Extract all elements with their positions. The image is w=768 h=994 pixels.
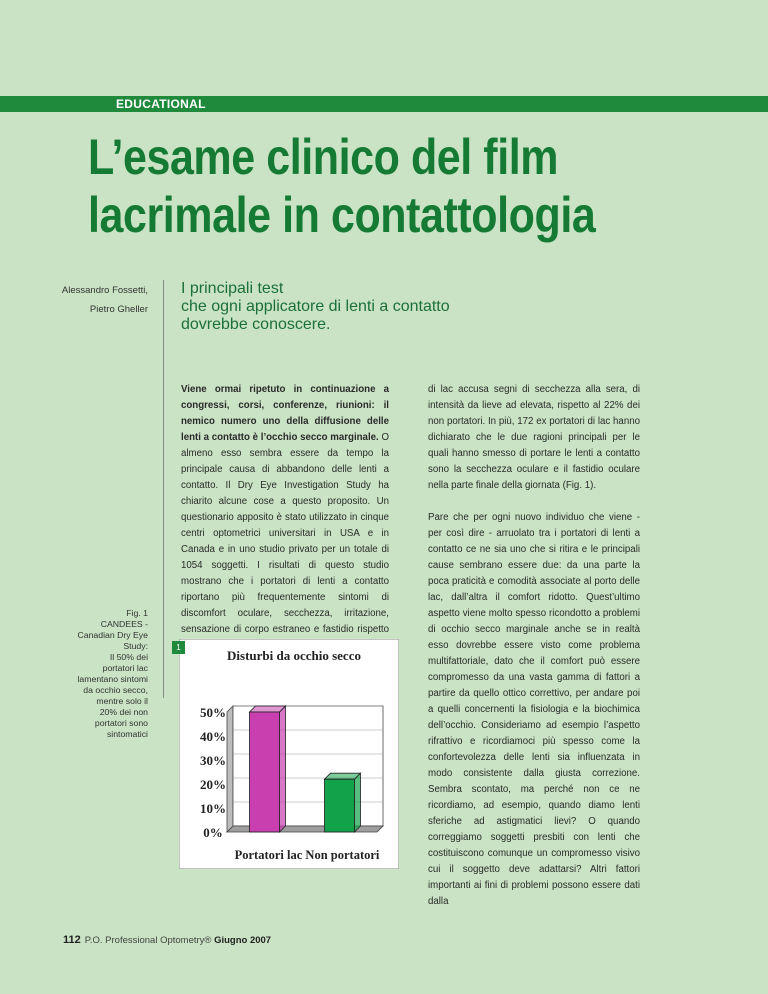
- caption-line: portatori sono: [94, 718, 148, 728]
- chart-y-tick-label: 10%: [200, 801, 226, 816]
- caption-line: Il 50% dei: [109, 652, 148, 662]
- chart-x-tick-label: Portatori lac: [234, 848, 303, 862]
- chart-title: Disturbi da occhio secco: [227, 648, 361, 663]
- author-2: Pietro Gheller: [89, 304, 148, 315]
- body-text-left: O almeno esso sembra essere da tempo la principale causa di abbandono delle lenti a contatto. Il Dry Eye Investigation Study ha chiarito alcune cose a questo proposito. Un questionario apposito è stato utilizzato in cinque centri optometrici universitari in USA e in Canada e in uno studio privato per un totale di 1054 soggetti. I risultati di questo studio mostrano che i portatori di lenti a contatto riportano più frequentemente sintomi di discomfort oculare, secchezza, irritazione, sensazione di corpo estraneo e fastidio rispetto: [181, 432, 389, 635]
- chart-bar-side: [280, 706, 286, 832]
- title-line-2: lacrimale in contattologia: [88, 187, 596, 243]
- subtitle-line-3: dovrebbe conoscere.: [181, 316, 331, 333]
- article-title: [88, 128, 656, 244]
- chart-bar-side: [355, 773, 361, 832]
- body-paragraph-right-2: Pare che per ogni nuovo individuo che viene - per così dire - arruolato tra i portatori di lenti a contatto ce ne sia uno che si ritira e le principali cause sembrano essere due: da una parte la poca praticità e comodità associate al porto delle lac, dall’altra il comfort ridotto. Quest’ultimo aspetto viene molto spesso ricondotto a problemi di occhio secco marginale anche se in realtà esso dovrebbe essere visto come problema multifattoriale, dato che il comfort può essere compromesso da una vasta gamma di fattori a partire da quello ottico correttivo, per andare poi a quelli concernenti la fisiologia e la biochimica dell’occhio. Consideriamo ad esempio l’aspetto rifrattivo e ricordiamoci più spesso come la confortevolezza delle lenti sia influenzata in modo consistente dalla giusta correzione. Sembra scontato, ma perché non ce ne ricordiamo, ad esempio, quando diamo lenti sferiche ad astigmatici lievi? O quando correggiamo soggetti presbiti con lenti che costituiscono comunque un compromesso visivo cui il soggetto deve adattarsi? Altri fattori importanti ai fini di problemi possono essere dati dalla: [428, 512, 640, 907]
- chart-bar: [325, 773, 361, 832]
- title-line-1: L’esame clinico del film: [88, 129, 559, 185]
- chart-y-tick-label: 0%: [203, 825, 223, 840]
- authors: [20, 281, 148, 319]
- subtitle-line-2: che ogni applicatore di lenti a contatto: [181, 298, 450, 315]
- body-column-left: [181, 382, 389, 670]
- caption-line: sintomatici: [106, 729, 148, 739]
- section-label: EDUCATIONAL: [116, 97, 206, 111]
- body-paragraph-right-1: di lac accusa segni di secchezza alla sera, di intensità da lieve ad elevata, rispetto al 22% dei non portatori. In più, 172 ex portatori di lac hanno dichiarato che le due ragioni principali per le quali hanno smesso di portare le lenti a contatto sono la secchezza oculare e il fastidio oculare nella parte finale della giornata (Fig. 1).: [428, 384, 640, 491]
- chart-y-tick-label: 50%: [200, 705, 226, 720]
- chart-bar-front: [325, 779, 355, 832]
- chart-bar-top: [250, 706, 286, 712]
- chart-y-tick-label: 40%: [200, 729, 226, 744]
- figure-caption: [56, 608, 148, 740]
- chart-x-tick-label: Non portatori: [302, 848, 380, 862]
- page-footer: [63, 934, 271, 946]
- chart-x-tick-labels: [235, 848, 380, 862]
- publication-name: P.O. Professional Optometry®: [84, 935, 215, 946]
- author-1: Alessandro Fossetti,: [61, 285, 148, 296]
- caption-line: mentre solo il: [96, 696, 148, 706]
- subtitle-line-1: I principali test: [181, 280, 284, 297]
- chart-bar: [250, 706, 286, 832]
- chart-side-wall: [227, 706, 233, 832]
- article-subtitle: [181, 280, 641, 334]
- chart-y-tick-label: 30%: [200, 753, 226, 768]
- caption-line: portatori lac: [102, 663, 148, 673]
- chart-x-labels: [235, 848, 380, 862]
- caption-line: Canadian Dry Eye: [77, 630, 148, 640]
- caption-line: 20% dei non: [99, 707, 148, 717]
- caption-line: Fig. 1: [126, 608, 148, 618]
- body-lead: Viene ormai ripetuto in continuazione a congressi, corsi, conferenze, riunioni: il nemico numero uno della diffusione delle lenti a contatto è l’occhio secco marginale.: [181, 384, 389, 443]
- caption-line: Study:: [123, 641, 148, 651]
- column-divider: [163, 280, 164, 698]
- body-paragraph-left: [181, 382, 389, 654]
- page-number: 112: [63, 934, 81, 946]
- caption-line: CANDEES -: [100, 619, 148, 629]
- chart-bar-front: [250, 712, 280, 832]
- caption-line: da occhio secco,: [83, 685, 148, 695]
- figure-number: 1: [172, 641, 185, 654]
- caption-line: lamentano sintomi: [77, 674, 148, 684]
- chart-bar-top: [325, 773, 361, 779]
- chart-y-tick-label: 20%: [200, 777, 226, 792]
- body-column-right: [428, 382, 640, 926]
- issue-date: Giugno 2007: [214, 935, 272, 946]
- bar-chart: [179, 639, 399, 869]
